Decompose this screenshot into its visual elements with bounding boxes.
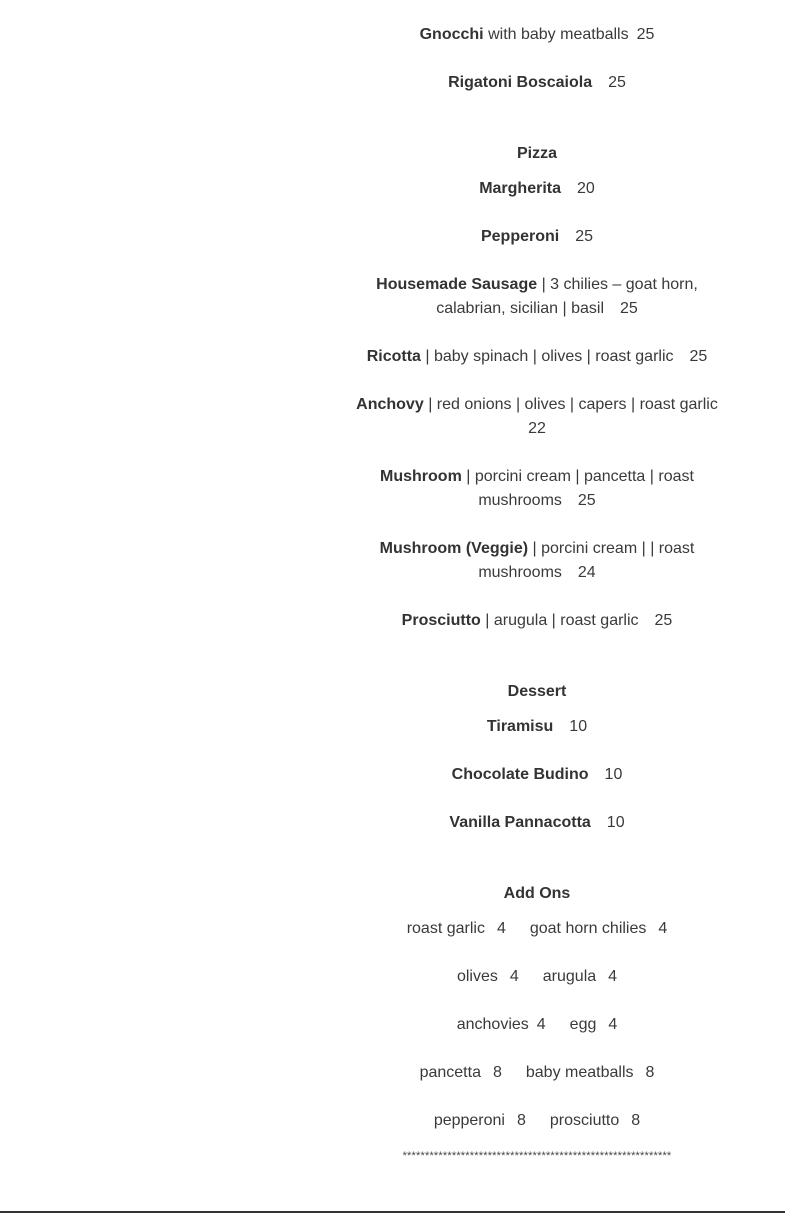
item-description: with baby meatballs: [488, 26, 629, 43]
item-price: 25: [654, 612, 673, 629]
item-description: | porcini cream | pancetta | roast: [466, 468, 694, 485]
item-price: 25: [689, 348, 708, 365]
addon-name: olives: [456, 968, 498, 985]
item-description-cont: mushrooms: [478, 564, 562, 581]
item-price: 10: [606, 814, 625, 831]
item-name: Tiramisu: [486, 718, 554, 735]
item-price: 24: [577, 564, 596, 581]
menu-column: [340, 23, 734, 1168]
item-name: Rigatoni Boscaiola: [448, 74, 593, 91]
addon-row: [340, 917, 734, 941]
addon-row: [340, 1013, 734, 1037]
addon-name: anchovies: [456, 1016, 529, 1033]
item-name: Ricotta: [366, 348, 421, 365]
item-name: Anchovy: [356, 396, 424, 413]
addon-price: 8: [645, 1064, 655, 1081]
section-add-ons: [340, 882, 734, 1133]
item-price: 25: [577, 492, 596, 509]
section-title: Pizza: [516, 145, 557, 162]
addon-name: pancetta: [419, 1064, 481, 1081]
item-description-cont: mushrooms: [478, 492, 562, 509]
menu-item-mushroom-veggie: [340, 537, 734, 585]
item-description: | red onions | olives | capers | roast garlic: [428, 396, 718, 413]
item-name: Mushroom (Veggie): [379, 540, 529, 557]
addon-row: [340, 1061, 734, 1085]
addon-name: pepperoni: [433, 1112, 505, 1129]
menu-item-anchovy: [340, 393, 734, 441]
addon-price: 8: [516, 1112, 526, 1129]
section-title: Dessert: [507, 683, 567, 700]
item-name: Prosciutto: [401, 612, 481, 629]
item-price: 25: [608, 74, 626, 91]
item-name: Margherita: [479, 180, 561, 197]
addon-name: egg: [569, 1016, 597, 1033]
menu-item-rigatoni: [340, 71, 734, 95]
addon-price: 4: [509, 968, 519, 985]
addon-price: 4: [658, 920, 668, 937]
item-description: | 3 chilies – goat horn,: [541, 276, 698, 293]
item-name: Gnocchi: [419, 26, 484, 43]
section-dessert: [340, 680, 734, 835]
addon-name: roast garlic: [406, 920, 485, 937]
menu-item-chocolate-budino: [340, 763, 734, 787]
item-price: 25: [636, 26, 655, 43]
menu-item-mushroom: [340, 465, 734, 513]
addon-price: 4: [608, 1016, 618, 1033]
addon-price: 8: [492, 1064, 502, 1081]
addon-name: arugula: [542, 968, 597, 985]
menu-item-vanilla-pannacotta: [340, 811, 734, 835]
addon-price: 4: [608, 968, 618, 985]
asterisk-divider: ************************************************************: [402, 1150, 672, 1162]
menu-item-margherita: [340, 177, 734, 201]
item-description: | baby spinach | olives | roast garlic: [425, 348, 674, 365]
addon-name: prosciutto: [549, 1112, 620, 1129]
section-title: Add Ons: [503, 885, 571, 902]
addon-price: 8: [631, 1112, 641, 1129]
menu-item-pepperoni: [340, 225, 734, 249]
item-price: 25: [575, 228, 594, 245]
menu-item-prosciutto: [340, 609, 734, 633]
item-price: 10: [569, 718, 588, 735]
item-price: 10: [604, 766, 623, 783]
item-name: Vanilla Pannacotta: [449, 814, 591, 831]
menu-item-tiramisu: [340, 715, 734, 739]
item-description: | porcini cream | | roast: [532, 540, 695, 557]
addon-price: 4: [496, 920, 506, 937]
item-price: 20: [577, 180, 595, 197]
addon-row: [340, 1109, 734, 1133]
section-pizza: [340, 142, 734, 633]
addon-name: goat horn chilies: [529, 920, 647, 937]
menu-item-ricotta: [340, 345, 734, 369]
item-name: Mushroom: [380, 468, 462, 485]
addon-row: [340, 965, 734, 989]
addon-price: 4: [536, 1016, 546, 1033]
menu-item-housemade-sausage: [340, 273, 734, 321]
addon-name: baby meatballs: [525, 1064, 634, 1081]
item-name: Pepperoni: [480, 228, 560, 245]
item-price: 22: [528, 420, 546, 437]
item-description-cont: calabrian, sicilian | basil: [436, 300, 604, 317]
item-description: | arugula | roast garlic: [485, 612, 639, 629]
item-name: Housemade Sausage: [376, 276, 538, 293]
item-name: Chocolate Budino: [451, 766, 589, 783]
menu-item-gnocchi: [340, 23, 734, 47]
item-price: 25: [620, 300, 638, 317]
